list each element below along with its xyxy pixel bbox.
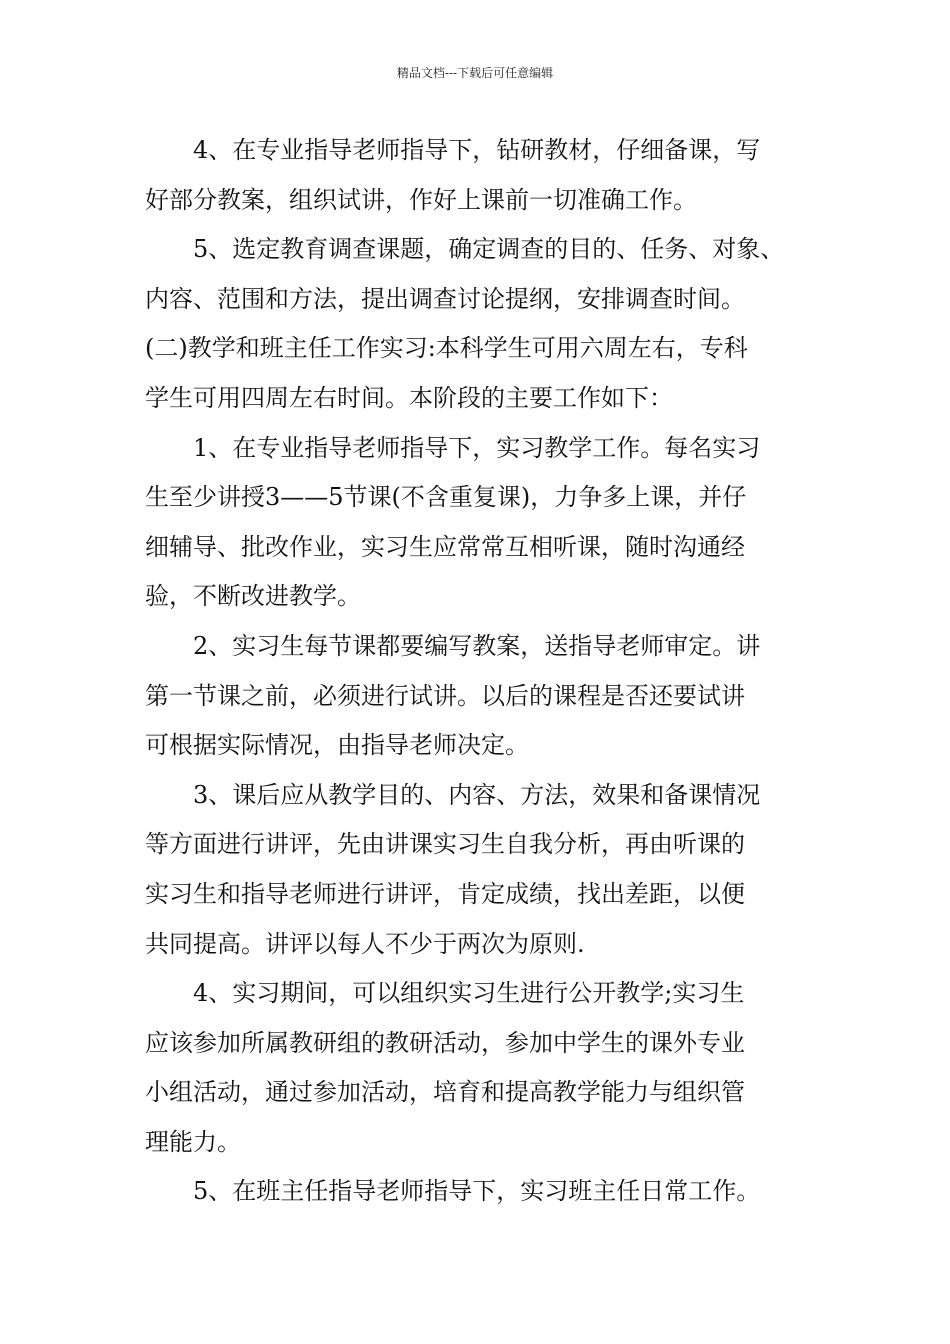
text-line: 细辅导、批改作业，实习生应常常互相听课，随时沟通经 <box>145 532 745 561</box>
text-line: 学生可用四周左右时间。本阶段的主要工作如下： <box>145 383 673 412</box>
text-line: 小组活动，通过参加活动，培育和提高教学能力与组织管 <box>145 1078 745 1107</box>
text-line: 4、在专业指导老师指导下，钻研教材，仔细备课，写 <box>193 136 761 164</box>
page-header: 精品文档---下载后可任意编辑 <box>396 66 554 80</box>
text-line: 等方面进行讲评，先由讲课实习生自我分析，再由听课的 <box>145 830 745 859</box>
text-line: 验，不断改进教学。 <box>145 582 361 611</box>
text-line: 4、实习期间，可以组织实习生进行公开教学;实习生 <box>193 979 745 1008</box>
text-line: 第一节课之前，必须进行试讲。以后的课程是否还要试讲 <box>145 681 745 710</box>
text-line: 应该参加所属教研组的教研活动，参加中学生的课外专业 <box>145 1028 745 1057</box>
text-line: 理能力。 <box>145 1127 241 1156</box>
text-line: 好部分教案，组织试讲，作好上课前一切准确工作。 <box>145 185 697 214</box>
text-line: 5、在班主任指导老师指导下，实习班主任日常工作。 <box>193 1177 761 1206</box>
text-line: 内容、范围和方法，提出调查讨论提纲，安排调查时间。 <box>145 284 745 313</box>
text-line: (二)教学和班主任工作实习:本科学生可用六周左右，专科 <box>145 334 748 363</box>
text-line: 2、实习生每节课都要编写教案，送指导老师审定。讲 <box>193 631 761 660</box>
body-text <box>145 126 835 1217</box>
text-line: 可根据实际情况，由指导老师决定。 <box>145 731 529 760</box>
text-line: 实习生和指导老师进行讲评，肯定成绩，找出差距，以便 <box>145 879 745 908</box>
text-line: 5、选定教育调查课题，确定调查的目的、任务、对象、 <box>193 235 785 264</box>
text-line: 3、课后应从教学目的、内容、方法，效果和备课情况 <box>193 780 761 809</box>
text-line: 生至少讲授3——5节课(不含重复课)，力争多上课，并仔 <box>145 483 747 512</box>
text-line: 1、在专业指导老师指导下，实习教学工作。每名实习 <box>193 433 761 462</box>
text-line: 共同提高。讲评以每人不少于两次为原则. <box>145 929 585 958</box>
